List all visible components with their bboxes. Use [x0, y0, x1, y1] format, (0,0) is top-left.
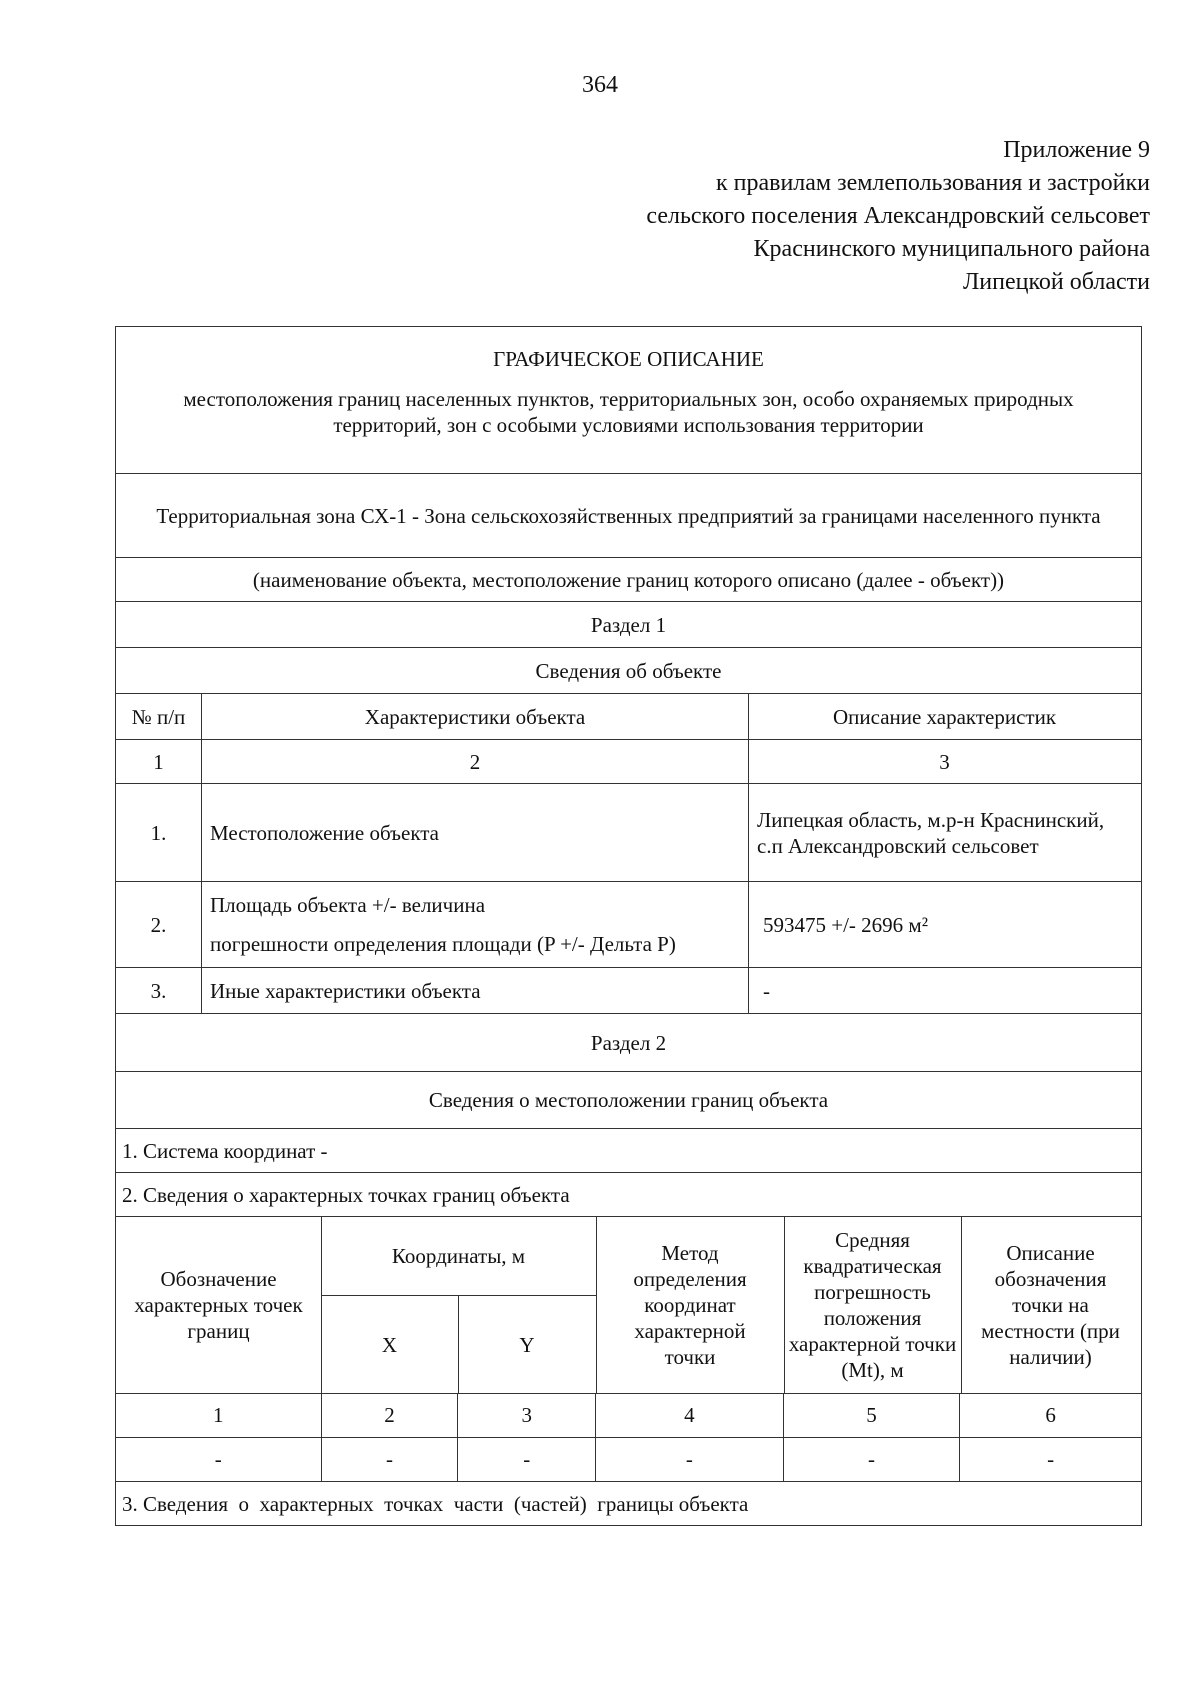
table-cell: - [783, 1438, 960, 1481]
header-y: Y [519, 1332, 535, 1357]
object-name: Территориальная зона СХ-1 - Зона сельскохозяйственных предприятий за границами населенного пункта [156, 503, 1101, 528]
row-number: 3. [150, 978, 167, 1003]
col-number: 3 [748, 740, 1140, 783]
appendix-line: к правилам землепользования и застройки [715, 170, 1150, 196]
row-value: - [748, 968, 1140, 1013]
col-header-characteristic: Характеристики объекта [201, 694, 748, 739]
col-number: 1 [213, 1403, 224, 1427]
row-number: 1. [150, 820, 167, 845]
col-header-number: № п/п [131, 704, 186, 729]
appendix-line: Приложение 9 [1003, 137, 1150, 163]
section2-label-row [115, 1014, 1142, 1072]
object-name-caption: (наименование объекта, местоположение границ которого описано (далее - объект)) [252, 567, 1005, 592]
section2-heading-row [115, 1072, 1142, 1129]
col-number: 3 [457, 1394, 595, 1437]
section1-label: Раздел 1 [590, 612, 667, 637]
col-number: 1 [153, 749, 164, 774]
parts-heading: 3. Сведения о характерных точках части (частей) границы объекта [122, 1491, 749, 1516]
document-title: ГРАФИЧЕСКОЕ ОПИСАНИЕ [493, 347, 764, 371]
section2-heading: Сведения о местоположении границ объекта [428, 1088, 829, 1112]
points-colnum-row [115, 1394, 1142, 1438]
graphic-description-table [115, 326, 1142, 1526]
row-number: 2. [150, 912, 167, 937]
points-header-row [115, 1217, 1142, 1394]
row-characteristic-line: Площадь объекта +/- величина [210, 892, 486, 917]
appendix-header [350, 134, 1150, 299]
table-row [115, 968, 1142, 1014]
points-heading-row [115, 1173, 1142, 1217]
col-number: 2 [201, 740, 748, 783]
object-name-row [115, 474, 1142, 558]
col-number: 5 [783, 1394, 960, 1437]
header-coordinates: Координаты, м [391, 1244, 526, 1268]
table-row [115, 882, 1142, 968]
table-cell: - [595, 1438, 783, 1481]
table-cell: - [959, 1438, 1141, 1481]
coord-system: 1. Система координат - [122, 1138, 328, 1163]
table-cell: - [214, 1447, 222, 1471]
table-row [115, 1438, 1142, 1482]
header-accuracy: Средняя квадратическая погрешность положения характерной точки (Mt), м [788, 1228, 957, 1382]
appendix-line: Липецкой области [963, 269, 1150, 295]
header-description: Описание обозначения точки на местности (при наличии) [981, 1241, 1120, 1369]
row-characteristic [201, 882, 748, 967]
col-number: 4 [595, 1394, 783, 1437]
header-designation: Обозначение характерных точек границ [134, 1267, 303, 1343]
coord-system-row [115, 1129, 1142, 1173]
document-subtitle: местоположения границ населенных пунктов, территориальных зон, особо охраняемых природных территорий, зон с особыми условиями использования территории [183, 387, 1074, 437]
appendix-line: сельского поселения Александровский сельсовет [646, 203, 1150, 229]
header-x: X [381, 1332, 398, 1357]
row-value: 593475 +/- 2696 м² [748, 882, 1140, 967]
section1-label-row [115, 602, 1142, 648]
table-row [115, 784, 1142, 882]
table-cell: - [457, 1438, 595, 1481]
points-heading: 2. Сведения о характерных точках границ объекта [122, 1182, 570, 1207]
row-value: Липецкая область, м.р-н Краснинский, с.п Александровский сельсовет [748, 784, 1140, 881]
section1-colnum-row [115, 740, 1142, 784]
title-block [115, 326, 1142, 474]
page-number: 364 [582, 72, 618, 98]
col-header-description: Описание характеристик [748, 694, 1140, 739]
section2-label: Раздел 2 [590, 1030, 667, 1055]
header-method: Метод определения координат характерной точки [633, 1241, 747, 1369]
col-number: 6 [959, 1394, 1141, 1437]
parts-heading-row [115, 1482, 1142, 1526]
row-characteristic-line: погрешности определения площади (P +/- Дельта P) [210, 931, 676, 956]
col-number: 2 [321, 1394, 458, 1437]
section1-heading-row [115, 648, 1142, 694]
section1-header-row [115, 694, 1142, 740]
row-characteristic: Местоположение объекта [201, 784, 748, 881]
section1-heading: Сведения об объекте [535, 658, 722, 683]
table-cell: - [321, 1438, 458, 1481]
appendix-line: Краснинского муниципального района [753, 236, 1150, 262]
object-caption-row [115, 558, 1142, 602]
row-characteristic: Иные характеристики объекта [201, 968, 748, 1013]
